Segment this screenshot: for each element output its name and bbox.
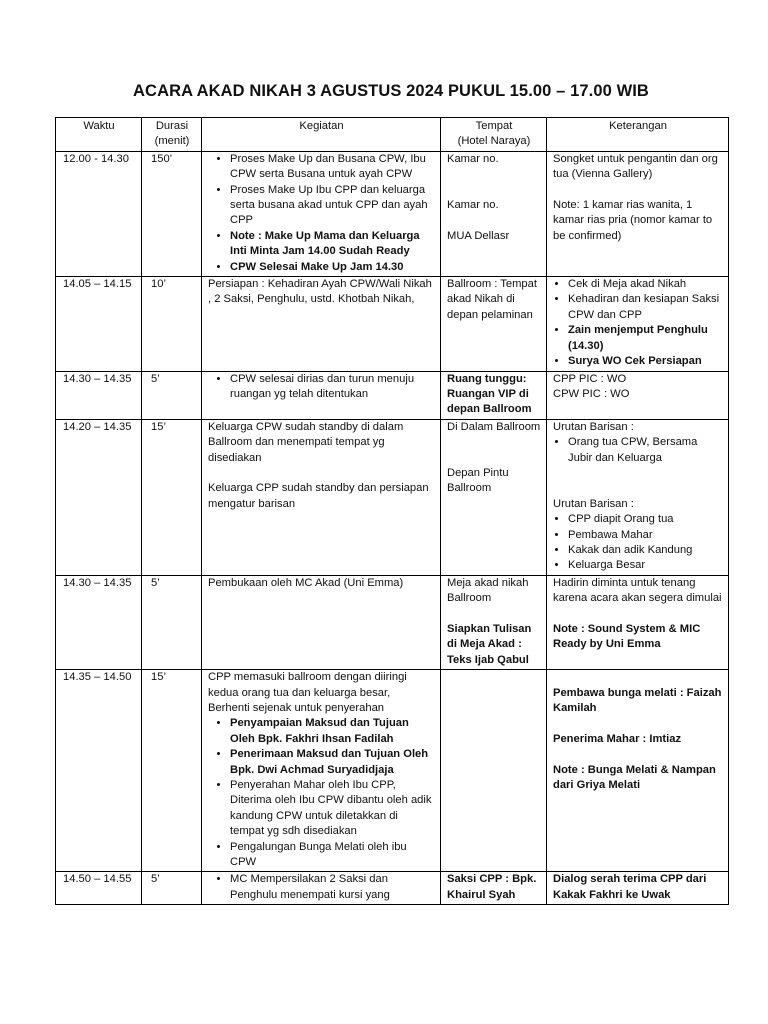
list-item: • Keluarga Besar [568,558,723,573]
spacer [447,167,541,182]
paragraph: Note : Sound System & MIC Ready by Uni Emma [553,622,701,651]
cell-durasi: 10’ [142,277,202,371]
cell-waktu: 14.30 – 14.35 [56,575,142,669]
paragraph: Saksi CPP : Bpk. Khairul Syah [447,873,537,901]
cell-keterangan [547,277,729,371]
table-row [56,277,729,371]
list-item: • Pengalungan Bunga Melati oleh ibu CPW [230,840,435,871]
cell-tempat [441,419,547,575]
cell-waktu: 12.00 - 14.30 [56,151,142,276]
paragraph: Meja akad nikah Ballroom [447,576,529,605]
list-item: • MC Mempersilakan 2 Saksi dan Penghulu menempati kursi yang [230,872,435,903]
cell-durasi: 15’ [142,419,202,575]
cell-keterangan [547,371,729,419]
header-line: (Hotel Naraya) [457,135,531,148]
document-title: ACARA AKAD NIKAH 3 AGUSTUS 2024 PUKUL 15.00 – 17.00 WIB [133,82,649,100]
spacer [447,183,541,198]
schedule-table [55,117,729,905]
paragraph: Songket untuk pengantin dan org tua (Vienna Gallery) [553,152,718,181]
spacer [553,670,723,685]
cell-durasi: 15’ [142,670,202,872]
paragraph: Persiapan : Kehadiran Ayah CPW/Wali Nikah , 2 Saksi, Penghulu, ustd. Khotbah Nikah, [208,278,432,306]
cell-keterangan [547,670,729,872]
table-body [56,151,729,904]
list-item: • Kehadiran dan kesiapan Saksi CPW dan CPP [568,292,723,323]
bullet-list [553,277,723,369]
paragraph: CPP memasuki ballroom dengan diiringi kedua orang tua dan keluarga besar, Berhenti sejenak untuk penyerahan [208,671,407,714]
table-row [56,419,729,575]
bullet-list [553,512,723,574]
paragraph: Kamar no. [447,152,499,165]
cell-kegiatan [202,419,441,575]
paragraph: Keluarga CPP sudah standby dan persiapan mengatur barisan [208,482,429,510]
table-header-row [56,118,729,152]
cell-keterangan [547,872,729,905]
cell-kegiatan [202,872,441,905]
spacer [553,183,723,198]
cell-durasi: 150’ [142,151,202,276]
paragraph: Hadirin diminta untuk tenang karena acara akan segera dimulai [553,576,722,605]
spacer [447,435,541,450]
cell-keterangan [547,575,729,669]
paragraph: Keluarga CPW sudah standby di dalam Ballroom dan menempati tempat yg disediakan [208,420,404,464]
header-line: (menit) [154,135,190,148]
header-line: Durasi [155,120,189,132]
cell-keterangan [547,151,729,276]
table-row [56,371,729,419]
list-item: • Kakak dan adik Kandung [568,543,723,558]
paragraph: Ruang tunggu: Ruangan VIP di depan Ballroom [447,372,532,416]
paragraph: Note: 1 kamar rias wanita, 1 kamar rias pria (nomor kamar to be confirmed) [553,199,713,242]
table-row [56,575,729,669]
spacer [553,716,723,731]
spacer [208,466,435,481]
list-item: • Penerimaan Maksud dan Tujuan Oleh Bpk. Dwi Achmad Suryadidjaja [230,747,435,778]
cell-tempat [441,277,547,371]
header-keterangan [547,118,729,152]
spacer [447,451,541,466]
header-durasi [142,118,202,152]
spacer [447,607,541,622]
list-item: • Proses Make Up Ibu CPP dan keluarga serta busana akad untuk CPP dan ayah CPP [230,183,435,229]
cell-waktu: 14.05 – 14.15 [56,277,142,371]
paragraph: CPP PIC : WO [553,372,627,385]
paragraph: Depan Pintu Ballroom [447,466,509,495]
list-item: • CPP diapit Orang tua [568,512,723,527]
paragraph: Kamar no. [447,199,499,211]
paragraph: Pembukaan oleh MC Akad (Uni Emma) [208,576,404,589]
header-line: Keterangan [609,120,667,132]
paragraph: Siapkan Tulisan di Meja Akad : Teks Ijab Qabul [447,622,532,666]
cell-tempat [441,670,547,872]
header-tempat [441,118,547,152]
list-item: • Zain menjemput Penghulu (14.30) [568,323,723,354]
spacer [553,747,723,762]
cell-durasi: 5’ [142,371,202,419]
paragraph: MUA Dellasr [447,229,510,242]
header-line: Kegiatan [299,120,344,132]
paragraph: Penerima Mahar : Imtiaz [553,732,682,745]
paragraph: CPW PIC : WO [553,387,630,400]
cell-kegiatan [202,277,441,371]
cell-keterangan [547,419,729,575]
list-item: • Surya WO Cek Persiapan [568,354,723,369]
header-waktu [56,118,142,152]
cell-kegiatan [202,670,441,872]
cell-kegiatan [202,151,441,276]
paragraph: Pembawa bunga melati : Faizah Kamilah [553,686,722,714]
list-item: • Orang tua CPW, Bersama Jubir dan Keluarga [568,435,723,466]
paragraph: Urutan Barisan : [553,497,634,510]
list-item: • Pembawa Mahar [568,528,723,543]
bullet-list [553,435,723,466]
spacer [553,607,723,622]
list-item: • CPW selesai dirias dan turun menuju ruangan yg telah ditentukan [230,372,435,403]
cell-tempat [441,872,547,905]
cell-durasi: 5’ [142,575,202,669]
cell-waktu: 14.50 – 14.55 [56,872,142,905]
table-row [56,872,729,905]
spacer [553,481,723,496]
bullet-list [208,152,435,275]
cell-tempat [441,371,547,419]
bullet-list [208,872,435,903]
bullet-list [208,372,435,403]
list-item: • Cek di Meja akad Nikah [568,277,723,292]
cell-kegiatan [202,371,441,419]
paragraph: Urutan Barisan : [553,420,634,433]
list-item: • Penyerahan Mahar oleh Ibu CPP, Diterima oleh Ibu CPW dibantu oleh adik kandung CPW untuk diletakkan di tempat yg sdh disediakan [230,778,435,840]
table-row [56,670,729,872]
cell-kegiatan [202,575,441,669]
list-item: • Proses Make Up dan Busana CPW, Ibu CPW serta Busana untuk ayah CPW [230,152,435,183]
paragraph: Ballroom : Tempat akad Nikah di depan pelaminan [447,278,537,321]
list-item: • Penyampaian Maksud dan Tujuan Oleh Bpk. Fakhri Ihsan Fadilah [230,716,435,747]
list-item: • CPW Selesai Make Up Jam 14.30 [230,260,435,275]
cell-waktu: 14.35 – 14.50 [56,670,142,872]
paragraph: Note : Bunga Melati & Nampan dari Griya Melati [553,763,716,791]
bullet-list [208,716,435,870]
header-kegiatan [202,118,441,152]
list-item: • Note : Make Up Mama dan Keluarga Inti Minta Jam 14.00 Sudah Ready [230,229,435,260]
header-line: Waktu [83,120,115,132]
cell-tempat [441,151,547,276]
table-row [56,151,729,276]
cell-waktu: 14.20 – 14.35 [56,419,142,575]
cell-durasi: 5’ [142,872,202,905]
header-line: Tempat [475,120,513,132]
spacer [447,213,541,228]
cell-waktu: 14.30 – 14.35 [56,371,142,419]
cell-tempat [441,575,547,669]
paragraph: Dialog serah terima CPP dari Kakak Fakhri ke Uwak [553,873,707,901]
paragraph: Di Dalam Ballroom [447,420,541,433]
spacer [553,466,723,481]
